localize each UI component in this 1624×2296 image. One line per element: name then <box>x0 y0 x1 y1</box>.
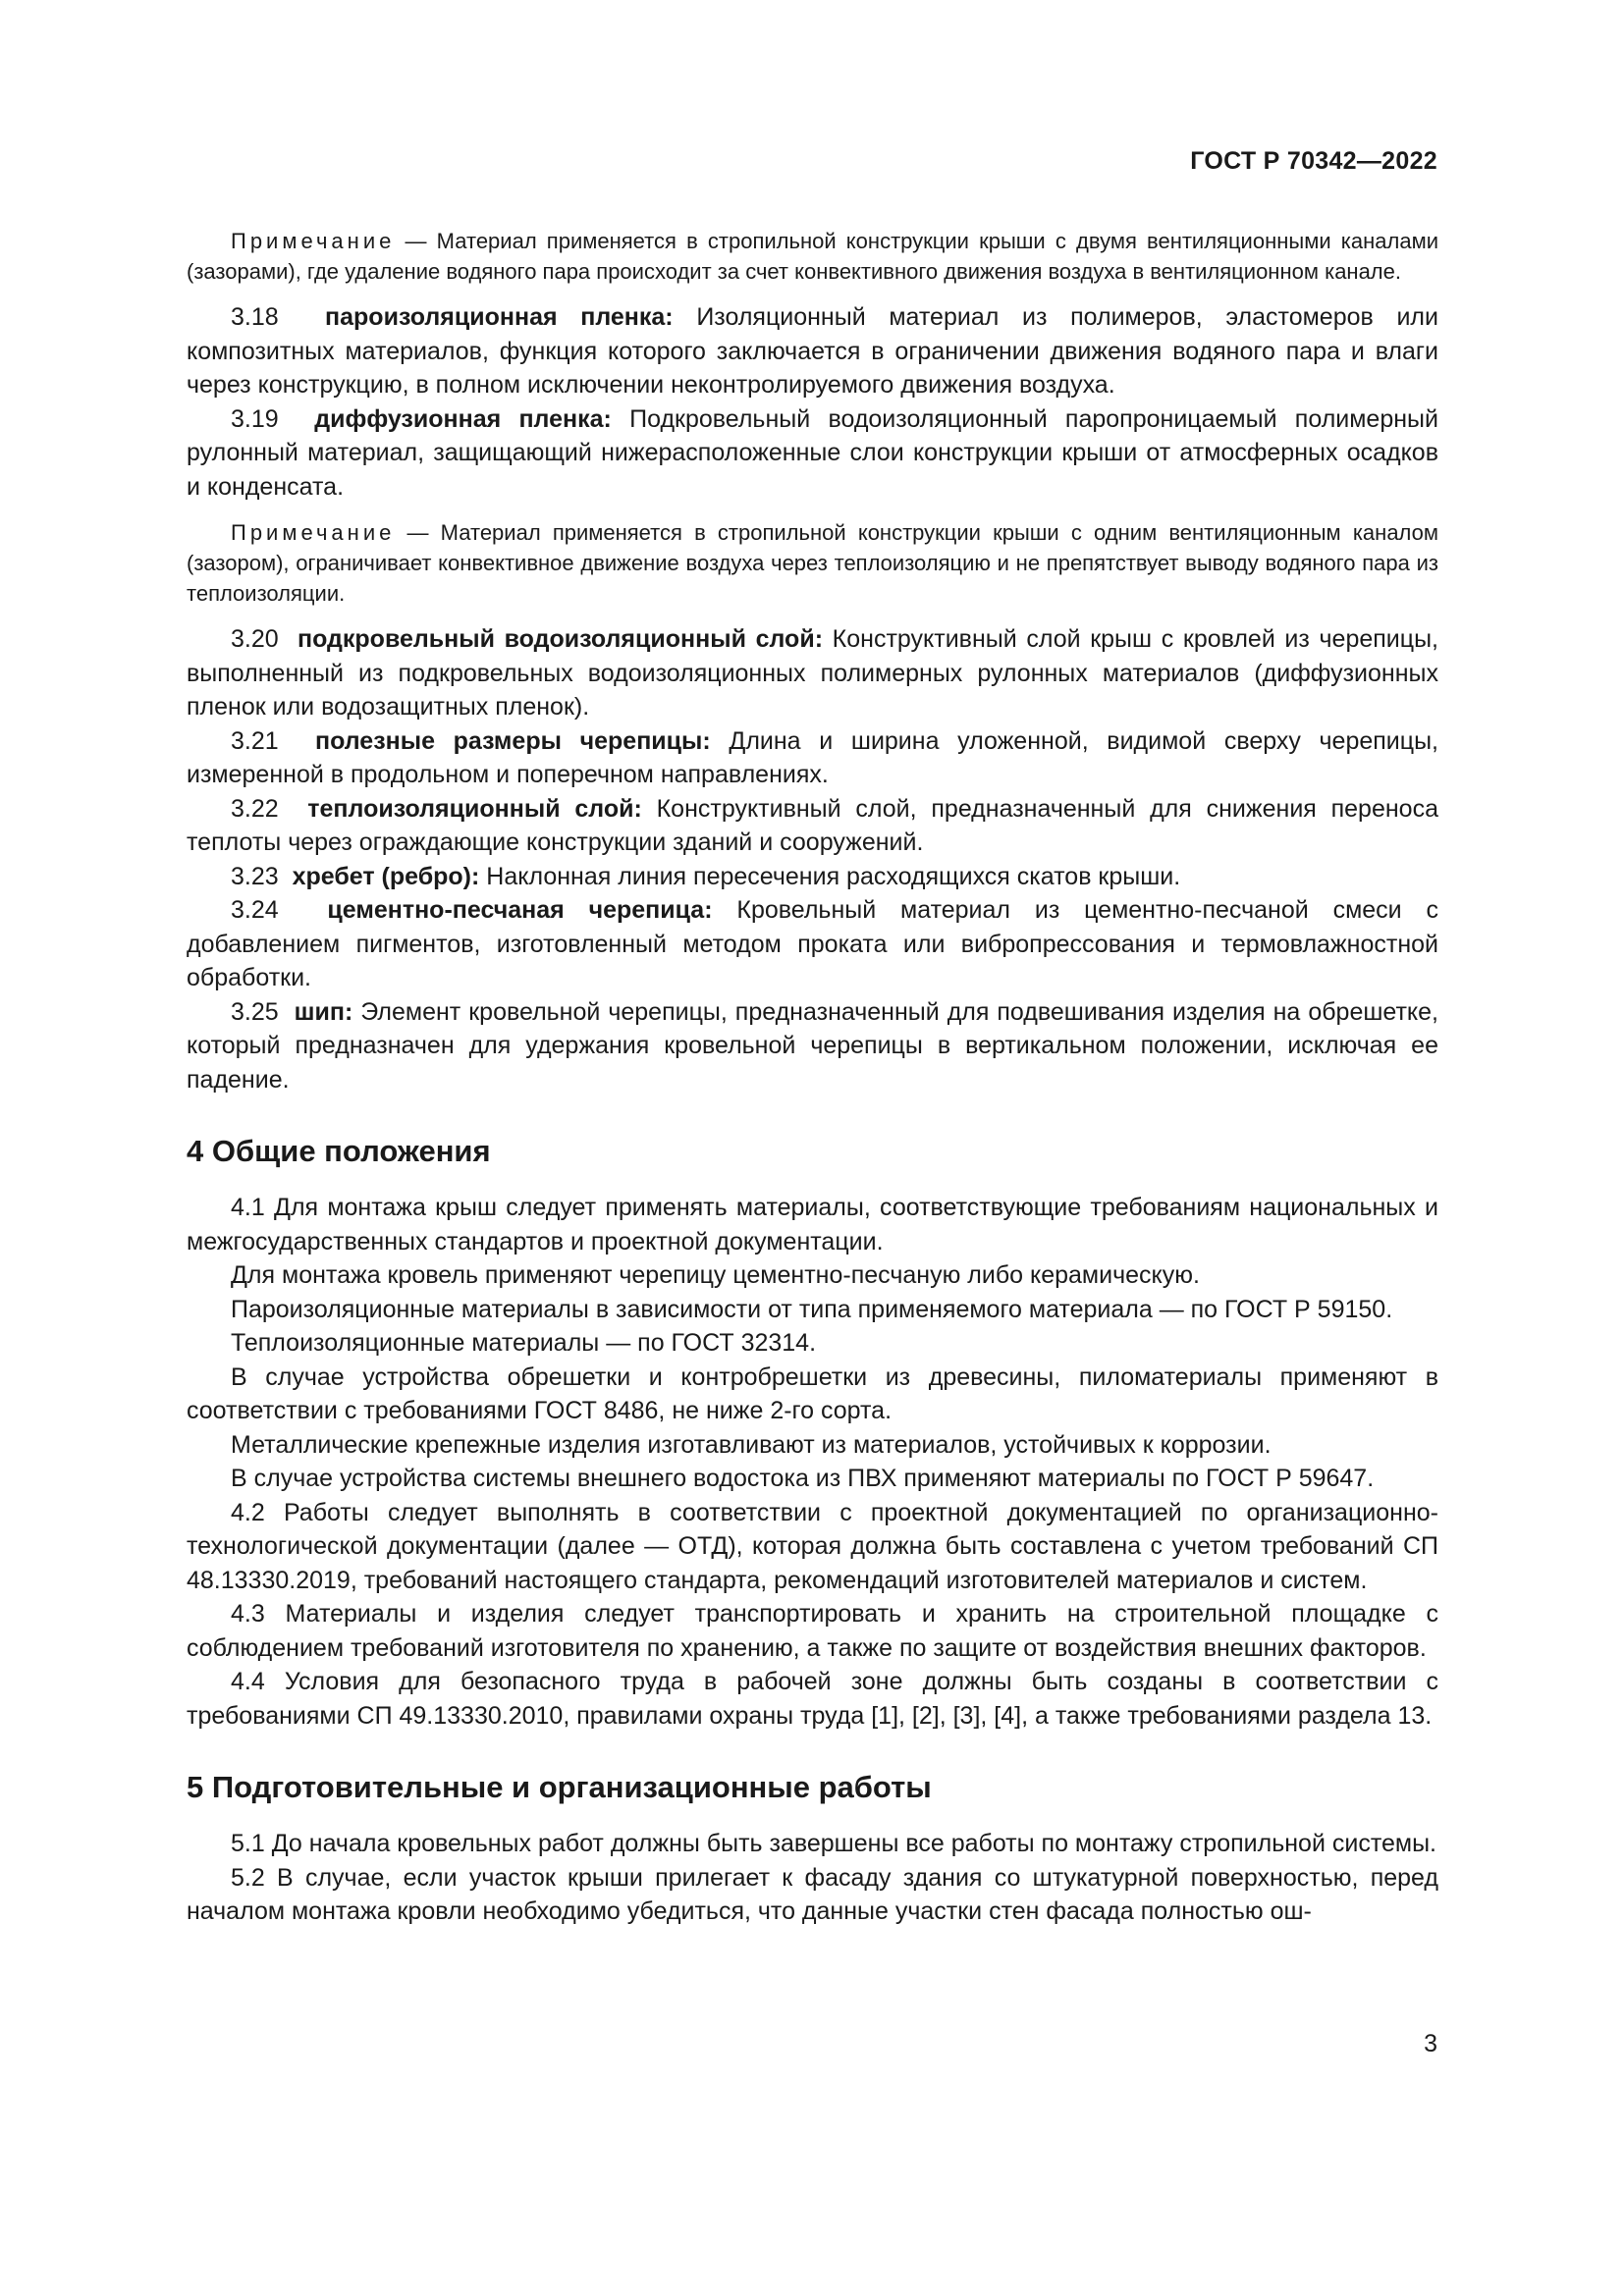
term-definition: Изоляционный материал из полимеров, эластомеров или композитных материалов, функция которого заключается в ограничении движения водяного пара и влаги через конструкцию, в полном исключении неконтролируемого движения воздуха. <box>187 303 1438 399</box>
term-name: полезные размеры черепицы: <box>315 726 711 755</box>
term-paragraph <box>187 792 1438 860</box>
term-definition: Конструктивный слой крыш с кровлей из черепицы, выполненный из подкровельных водоизоляционных полимерных рулонных материалов (диффузионных пленок или водозащитных пленок). <box>187 625 1438 721</box>
term-number: 3.19 <box>231 404 279 433</box>
term-definition: Длина и ширина уложенной, видимой сверху черепицы, измеренной в продольном и поперечном направлениях. <box>187 726 1438 788</box>
note-paragraph <box>187 517 1438 609</box>
section-4-paragraph: В случае устройства обрешетки и контробрешетки из древесины, пиломатериалы применяют в соответствии с требованиями ГОСТ 8486, не ниже 2-го сорта. <box>187 1362 1438 1424</box>
term-paragraph <box>187 860 1438 894</box>
term-definition: Конструктивный слой, предназначенный для снижения переноса теплоты через ограждающие конструкции зданий и сооружений. <box>187 794 1438 856</box>
term-paragraph <box>187 402 1438 505</box>
page-number: 3 <box>1424 2030 1437 2057</box>
term-definition: Подкровельный водоизоляционный паропроницаемый полимерный рулонный материал, защищающий нижерасположенные слои конструкции крыши от атмосферных осадков и конденсата. <box>187 404 1438 501</box>
document-header: ГОСТ Р 70342—2022 <box>1190 147 1437 175</box>
section-4-paragraph: Для монтажа кровель применяют черепицу цементно-песчаную либо керамическую. <box>231 1261 1200 1289</box>
note-label: Примечание <box>231 520 396 545</box>
section-4-paragraph: 4.2 Работы следует выполнять в соответствии с проектной документацией по организационно-технологической документации (далее — ОТД), которая должна быть составлена с учетом требований СП 48.13330.2019, требований настоящего стандарта, рекомендаций изготовителей материалов и систем. <box>187 1498 1438 1594</box>
section-4-paragraph: Теплоизоляционные материалы — по ГОСТ 32314. <box>231 1329 817 1357</box>
page-content <box>187 226 1438 1929</box>
term-definition: Кровельный материал из цементно-песчаной смеси с добавлением пигментов, изготовленный методом проката или вибропрессования и термовлажностной обработки. <box>187 896 1438 991</box>
term-number: 3.24 <box>231 896 279 924</box>
section-4-paragraph: В случае устройства системы внешнего водостока из ПВХ применяют материалы по ГОСТ Р 59647. <box>231 1465 1375 1492</box>
term-paragraph <box>187 300 1438 402</box>
section-4-paragraph: Металлические крепежные изделия изготавливают из материалов, устойчивых к коррозии. <box>231 1430 1272 1459</box>
section-4-paragraph: Пароизоляционные материалы в зависимости от типа применяемого материала — по ГОСТ Р 59150. <box>231 1295 1393 1323</box>
term-number: 3.23 <box>231 862 279 890</box>
section-4-paragraph: 4.1 Для монтажа крыш следует применять материалы, соответствующие требованиям национальных и межгосударственных стандартов и проектной документации. <box>187 1194 1438 1255</box>
section-4-paragraph: 4.4 Условия для безопасного труда в рабочей зоне должны быть созданы в соответствии с требованиями СП 49.13330.2010, правилами охраны труда [1], [2], [3], [4], а также требованиями раздела 13. <box>187 1668 1438 1730</box>
term-paragraph <box>187 995 1438 1097</box>
term-number: 3.22 <box>231 794 279 823</box>
section-4-paragraph: 4.3 Материалы и изделия следует транспортировать и хранить на строительной площадке с соблюдением требований изготовителя по хранению, а также по защите от воздействия внешних факторов. <box>187 1600 1438 1662</box>
note-text: — Материал применяется в стропильной конструкции крыши с одним вентиляционным каналом (зазором), ограничивает конвективное движение воздуха через теплоизоляцию и не препятствует выводу водяного пара из теплоизоляции. <box>187 520 1438 606</box>
note-paragraph <box>187 226 1438 287</box>
term-name: теплоизоляционный слой: <box>307 794 642 823</box>
term-number: 3.20 <box>231 625 279 653</box>
term-number: 3.21 <box>231 726 279 755</box>
term-paragraph <box>187 893 1438 995</box>
term-number: 3.18 <box>231 303 279 331</box>
term-definition: Элемент кровельной черепицы, предназначенный для подвешивания изделия на обрешетке, который предназначен для удержания кровельной черепицы в вертикальном положении, исключая ее падение. <box>187 997 1438 1094</box>
term-paragraph <box>187 724 1438 792</box>
term-name: диффузионная пленка: <box>314 404 612 433</box>
term-paragraph <box>187 622 1438 724</box>
term-name: подкровельный водоизоляционный слой: <box>297 625 824 653</box>
note-text: — Материал применяется в стропильной конструкции крыши с двумя вентиляционными каналами (зазорами), где удаление водяного пара происходит за счет конвективного движения воздуха в вентиляционном канале. <box>187 229 1438 284</box>
term-definition: Наклонная линия пересечения расходящихся скатов крыши. <box>479 862 1181 890</box>
section-5-paragraph: 5.1 До начала кровельных работ должны быть завершены все работы по монтажу стропильной системы. <box>231 1830 1436 1857</box>
term-name: хребет (ребро): <box>292 862 480 890</box>
section-5-paragraph: 5.2 В случае, если участок крыши прилегает к фасаду здания со штукатурной поверхностью, перед началом монтажа кровли необходимо убедиться, что данные участки стен фасада полностью ош- <box>187 1863 1438 1925</box>
term-name: цементно-песчаная черепица: <box>327 896 713 924</box>
section-5-heading: 5 Подготовительные и организационные работы <box>187 1770 932 1804</box>
term-name: шип: <box>294 997 353 1026</box>
term-number: 3.25 <box>231 997 279 1026</box>
note-label: Примечание <box>231 229 396 253</box>
section-4-heading: 4 Общие положения <box>187 1134 491 1168</box>
term-name: пароизоляционная пленка: <box>325 303 674 331</box>
